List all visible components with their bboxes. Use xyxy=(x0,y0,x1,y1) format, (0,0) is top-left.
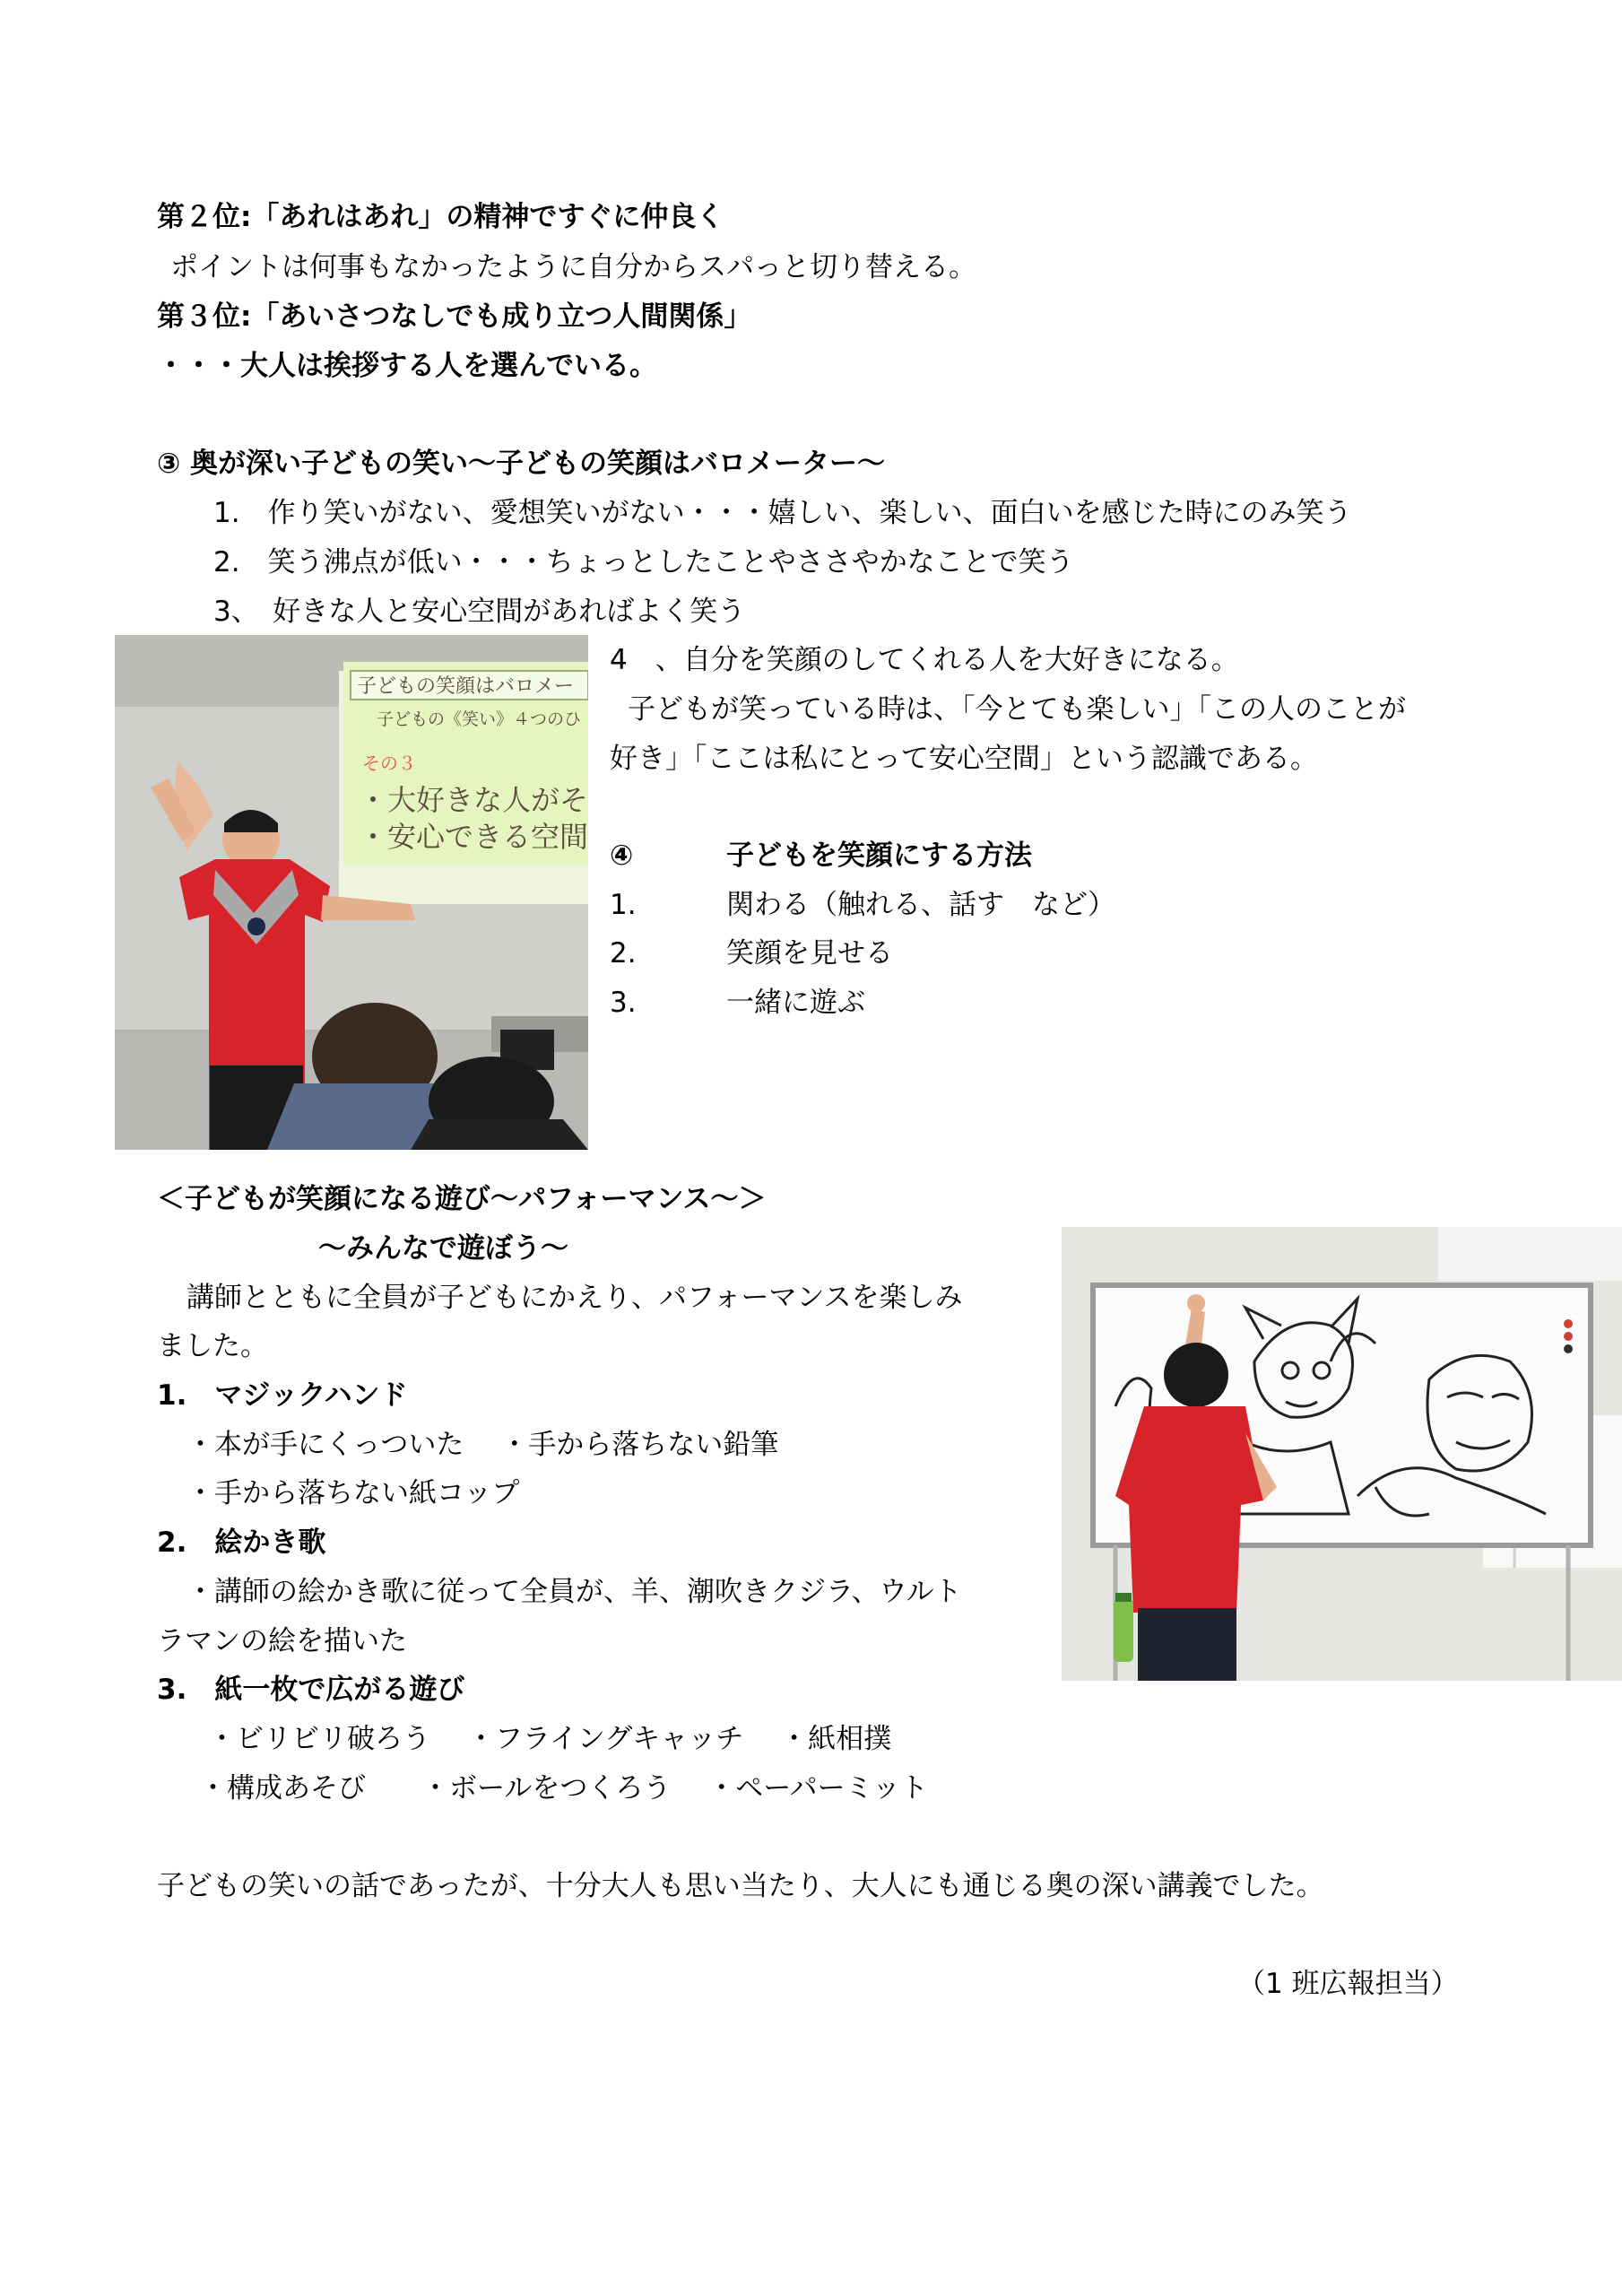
section3-item-3: 3、 好きな人と安心空間があればよく笑う xyxy=(213,596,746,628)
slide-line-1: ・大好きな人がそ xyxy=(359,783,588,817)
performance-intro-line1: 講師とともに全員が子どもにかえり、パフォーマンスを楽しみ xyxy=(186,1282,963,1314)
magic-hand-line1: ・本が手にくっついた ・手から落ちない鉛筆 xyxy=(186,1429,779,1461)
section4-item-1-text: 関わる（触れる、話す など） xyxy=(726,889,1115,921)
paper-play-line1: ・ビリビリ破ろう ・フライングキャッチ ・紙相撲 xyxy=(208,1723,892,1755)
credit: （1 班広報担当） xyxy=(1237,1968,1459,2000)
section3-item-1: 1. 作り笑いがない、愛想笑いがない・・・嬉しい、楽しい、面白いを感じた時にのみ笑う xyxy=(213,497,1352,529)
performance-subtitle: ～みんなで遊ぼう～ xyxy=(318,1232,568,1265)
drawing-song-line2: ラマンの絵を描いた xyxy=(157,1625,407,1657)
drawing-song-title: 2. 絵かき歌 xyxy=(157,1526,326,1559)
section3-note-line1: 子どもが笑っている時は、「今とても楽しい」「この人のことが xyxy=(628,693,1406,726)
section4-title: 子どもを笑顔にする方法 xyxy=(726,839,1032,872)
paper-play-title: 3. 紙一枚で広がる遊び xyxy=(157,1674,465,1706)
paper-play-line2: ・構成あそび ・ボールをつくろう ・ペーパーミット xyxy=(199,1772,929,1805)
slide-title: 子どもの笑顔はバロメー xyxy=(357,675,575,698)
rank3-heading: 第３位:「あいさつなしでも成り立つ人間関係」 xyxy=(157,300,752,333)
section4-item-2-num: 2. xyxy=(610,937,637,970)
performance-title: ＜子どもが笑顔になる遊び～パフォーマンス～＞ xyxy=(157,1183,767,1215)
rank2-point: ポイントは何事もなかったように自分からスパっと切り替える。 xyxy=(170,251,976,283)
slide-label: その３ xyxy=(362,752,416,774)
drawing-song-line1: ・講師の絵かき歌に従って全員が、羊、潮吹きクジラ、ウルト xyxy=(186,1576,962,1608)
section3-title: ③ 奥が深い子どもの笑い～子どもの笑顔はバロメーター～ xyxy=(157,448,886,480)
section4-item-2-text: 笑顔を見せる xyxy=(726,937,893,970)
lecture-photo xyxy=(115,635,588,1150)
artist-head xyxy=(1164,1343,1228,1407)
rank2-heading: 第２位:「あれはあれ」の精神ですぐに仲良く xyxy=(157,201,724,233)
section4-item-3-text: 一緒に遊ぶ xyxy=(726,987,865,1019)
section3-note-line2: 好き」「ここは私にとって安心空間」という認識である。 xyxy=(610,743,1318,775)
performance-intro-line2: ました。 xyxy=(157,1330,268,1362)
section4-num: ④ xyxy=(610,839,634,872)
section3-item-2: 2. 笑う沸点が低い・・・ちょっとしたことやささやかなことで笑う xyxy=(213,546,1074,578)
section4-item-3-num: 3. xyxy=(610,987,637,1019)
tea-bottle xyxy=(1114,1599,1133,1662)
magic-hand-line2: ・手から落ちない紙コップ xyxy=(186,1477,520,1509)
whiteboard-photo xyxy=(1062,1227,1622,1681)
slide-line-2: ・安心できる空間 xyxy=(359,820,588,854)
slide-subtitle: 子どもの《笑い》４つのひ xyxy=(377,709,582,729)
section4-item-1-num: 1. xyxy=(610,889,637,921)
magic-hand-title: 1. マジックハンド xyxy=(157,1379,408,1412)
rank3-detail: ・・・大人は挨拶する人を選んでいる。 xyxy=(157,350,657,382)
conclusion: 子どもの笑いの話であったが、十分大人も思い当たり、大人にも通じる奥の深い講義でした。 xyxy=(157,1870,1324,1902)
section3-item-4: 4 、自分を笑顔のしてくれる人を大好きになる。 xyxy=(610,644,1239,676)
